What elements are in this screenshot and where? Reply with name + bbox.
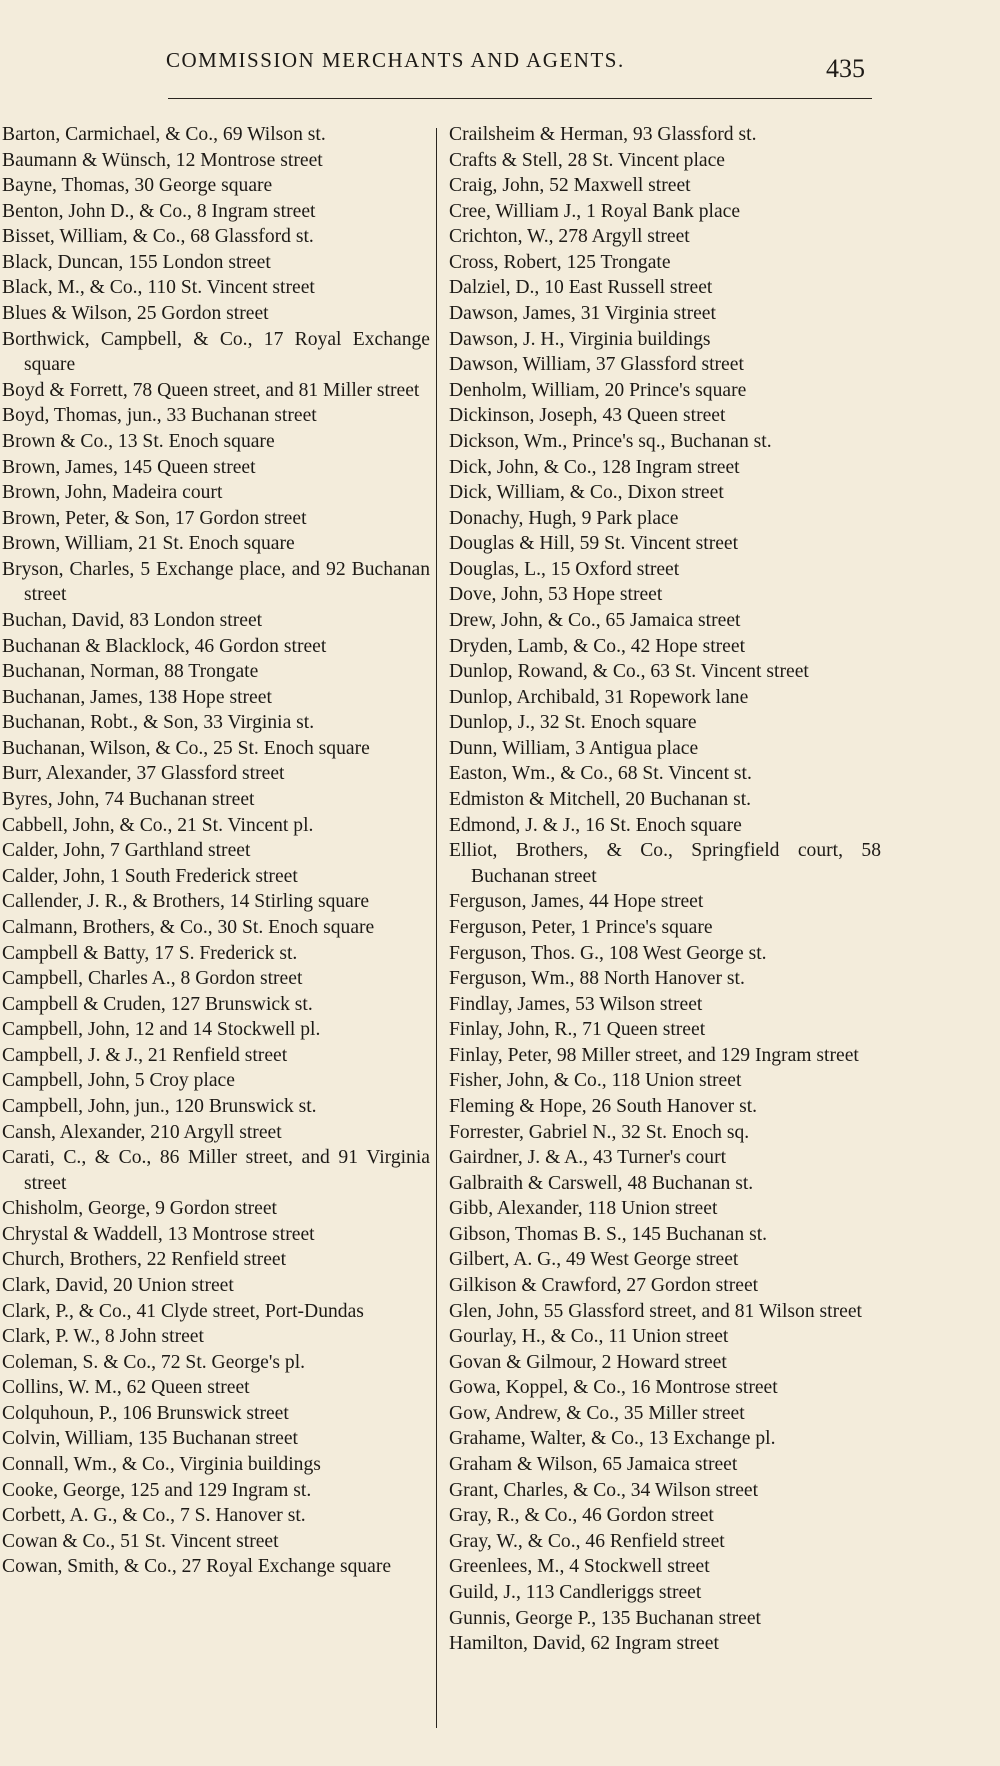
directory-entry: Cowan & Co., 51 St. Vincent street (2, 1530, 279, 1552)
directory-entry: Brown, James, 145 Queen street (2, 456, 256, 478)
directory-entry: Calmann, Brothers, & Co., 30 St. Enoch square (2, 916, 375, 938)
directory-entry: Crichton, W., 278 Argyll street (449, 226, 690, 248)
directory-entry: Gairdner, J. & A., 43 Turner's court (449, 1147, 727, 1169)
page-number: 435 (826, 54, 865, 83)
directory-entry: Black, Duncan, 155 London street (2, 251, 271, 273)
directory-entry: Crailsheim & Herman, 93 Glassford st. (449, 124, 757, 145)
directory-entry: Dunlop, Archibald, 31 Ropework lane (449, 686, 749, 708)
directory-entry: Dawson, William, 37 Glassford street (449, 354, 744, 376)
directory-entry: Dryden, Lamb, & Co., 42 Hope street (449, 635, 746, 657)
directory-entry: Fisher, John, & Co., 118 Union street (449, 1070, 742, 1092)
directory-entry: Crafts & Stell, 28 St. Vincent place (449, 149, 725, 171)
directory-entry: Dove, John, 53 Hope street (449, 584, 663, 606)
directory-entry: Campbell & Batty, 17 S. Frederick st. (2, 942, 298, 964)
directory-entry: Blues & Wilson, 25 Gordon street (2, 303, 269, 325)
directory-entry: Bryson, Charles, 5 Exchange place, and 92 Buchanan street (2, 558, 430, 606)
directory-entry: Cabbell, John, & Co., 21 St. Vincent pl. (2, 814, 314, 836)
directory-entry: Buchan, David, 83 London street (2, 609, 263, 631)
directory-entry: Cowan, Smith, & Co., 27 Royal Exchange square (2, 1556, 392, 1578)
directory-entry: Douglas, L., 15 Oxford street (449, 558, 680, 580)
directory-entry: Clark, P. W., 8 John street (2, 1326, 204, 1348)
directory-entry: Ferguson, Peter, 1 Prince's square (449, 916, 713, 938)
directory-entry: Calder, John, 1 South Frederick street (2, 865, 298, 887)
directory-entry: Easton, Wm., & Co., 68 St. Vincent st. (449, 763, 752, 785)
directory-entry: Drew, John, & Co., 65 Jamaica street (449, 609, 741, 631)
directory-entry: Buchanan & Blacklock, 46 Gordon street (2, 635, 327, 657)
page-header (0, 44, 1000, 84)
directory-entry: Burr, Alexander, 37 Glassford street (2, 763, 285, 785)
directory-entry: Dunlop, Rowand, & Co., 63 St. Vincent street (449, 661, 809, 683)
directory-entry: Elliot, Brothers, & Co., Springfield court, 58 Buchanan street (449, 840, 881, 887)
directory-entry: Edmiston & Mitchell, 20 Buchanan st. (449, 789, 752, 811)
directory-entry: Brown, John, Madeira court (2, 482, 223, 504)
directory-entry: Craig, John, 52 Maxwell street (449, 175, 691, 197)
directory-entry: Calder, John, 7 Garthland street (2, 840, 251, 862)
directory-entry: Buchanan, Wilson, & Co., 25 St. Enoch square (2, 737, 370, 759)
directory-entry: Carati, C., & Co., 86 Miller street, and 91 Virginia street (2, 1147, 430, 1194)
directory-entry: Donachy, Hugh, 9 Park place (449, 507, 679, 529)
directory-entry: Graham & Wilson, 65 Jamaica street (449, 1454, 738, 1476)
directory-entry: Callender, J. R., & Brothers, 14 Stirling square (2, 891, 370, 913)
directory-entry: Greenlees, M., 4 Stockwell street (449, 1556, 710, 1578)
directory-entry: Denholm, William, 20 Prince's square (449, 379, 747, 401)
directory-entry: Ferguson, James, 44 Hope street (449, 891, 704, 913)
directory-entry: Dick, William, & Co., Dixon street (449, 482, 724, 504)
directory-entry: Fleming & Hope, 26 South Hanover st. (449, 1095, 758, 1117)
directory-entry: Boyd, Thomas, jun., 33 Buchanan street (2, 405, 317, 427)
directory-entry: Baumann & Wünsch, 12 Montrose street (2, 149, 323, 171)
directory-entry: Campbell, Charles A., 8 Gordon street (2, 968, 303, 990)
directory-entry: Finlay, John, R., 71 Queen street (449, 1019, 706, 1041)
directory-entry: Cross, Robert, 125 Trongate (449, 251, 671, 273)
directory-entry: Coleman, S. & Co., 72 St. George's pl. (2, 1351, 306, 1373)
directory-entry: Borthwick, Campbell, & Co., 17 Royal Exchange square (2, 328, 430, 376)
directory-entry: Forrester, Gabriel N., 32 St. Enoch sq. (449, 1121, 750, 1143)
directory-entry: Grahame, Walter, & Co., 13 Exchange pl. (449, 1428, 776, 1450)
directory-entry: Campbell, John, jun., 120 Brunswick st. (2, 1095, 317, 1117)
directory-entry: Gowa, Koppel, & Co., 16 Montrose street (449, 1377, 778, 1399)
directory-entry: Finlay, Peter, 98 Miller street, and 129 Ingram street (449, 1044, 859, 1066)
directory-entry: Campbell, J. & J., 21 Renfield street (2, 1044, 288, 1066)
directory-entry: Campbell, John, 12 and 14 Stockwell pl. (2, 1019, 321, 1041)
directory-entry: Cree, William J., 1 Royal Bank place (449, 200, 741, 222)
directory-entry: Dunlop, J., 32 St. Enoch square (449, 712, 697, 734)
directory-entry: Dawson, J. H., Virginia buildings (449, 328, 711, 350)
directory-entry: Buchanan, Robt., & Son, 33 Virginia st. (2, 712, 315, 734)
directory-entry: Black, M., & Co., 110 St. Vincent street (2, 277, 315, 299)
directory-entry: Chisholm, George, 9 Gordon street (2, 1198, 278, 1220)
directory-entry: Edmond, J. & J., 16 St. Enoch square (449, 814, 742, 836)
directory-entry: Findlay, James, 53 Wilson street (449, 993, 703, 1015)
directory-entry: Gilbert, A. G., 49 West George street (449, 1249, 739, 1271)
directory-entry: Gunnis, George P., 135 Buchanan street (449, 1607, 761, 1629)
directory-entry: Dickinson, Joseph, 43 Queen street (449, 405, 726, 427)
directory-entry: Hamilton, David, 62 Ingram street (449, 1633, 719, 1655)
directory-entry: Colvin, William, 135 Buchanan street (2, 1428, 298, 1450)
directory-entry: Gilkison & Crawford, 27 Gordon street (449, 1275, 759, 1297)
directory-entry: Chrystal & Waddell, 13 Montrose street (2, 1223, 315, 1245)
directory-entry: Gray, W., & Co., 46 Renfield street (449, 1530, 725, 1552)
directory-entry: Brown, Peter, & Son, 17 Gordon street (2, 507, 307, 529)
directory-entry: Brown & Co., 13 St. Enoch square (2, 430, 275, 452)
directory-entry: Buchanan, James, 138 Hope street (2, 686, 272, 708)
directory-entry: Campbell, John, 5 Croy place (2, 1070, 235, 1092)
directory-entry: Church, Brothers, 22 Renfield street (2, 1249, 287, 1271)
directory-entry: Cansh, Alexander, 210 Argyll street (2, 1121, 282, 1143)
directory-entry: Clark, P., & Co., 41 Clyde street, Port-Dundas (2, 1300, 364, 1322)
directory-entry: Byres, John, 74 Buchanan street (2, 789, 255, 811)
directory-entry: Benton, John D., & Co., 8 Ingram street (2, 200, 316, 222)
directory-entry: Dawson, James, 31 Virginia street (449, 303, 716, 325)
directory-entry: Barton, Carmichael, & Co., 69 Wilson st. (2, 124, 326, 145)
directory-entry: Dick, John, & Co., 128 Ingram street (449, 456, 740, 478)
directory-entry: Clark, David, 20 Union street (2, 1275, 234, 1297)
directory-entry: Govan & Gilmour, 2 Howard street (449, 1351, 727, 1373)
directory-entry: Cooke, George, 125 and 129 Ingram st. (2, 1479, 312, 1501)
right-column (449, 122, 881, 1657)
directory-entry: Ferguson, Wm., 88 North Hanover st. (449, 968, 745, 990)
directory-entry: Glen, John, 55 Glassford street, and 81 Wilson street (449, 1300, 862, 1322)
column-divider (436, 128, 437, 1728)
directory-entry: Gow, Andrew, & Co., 35 Miller street (449, 1402, 745, 1424)
directory-entry: Campbell & Cruden, 127 Brunswick st. (2, 993, 313, 1015)
left-column (2, 122, 430, 1580)
page-title: COMMISSION MERCHANTS AND AGENTS. (166, 48, 625, 72)
directory-entry: Gray, R., & Co., 46 Gordon street (449, 1505, 714, 1527)
directory-entry: Buchanan, Norman, 88 Trongate (2, 661, 259, 683)
directory-entry: Douglas & Hill, 59 St. Vincent street (449, 533, 739, 555)
directory-entry: Gibb, Alexander, 118 Union street (449, 1198, 718, 1220)
header-rule (168, 98, 872, 99)
directory-entry: Galbraith & Carswell, 48 Buchanan st. (449, 1172, 754, 1194)
directory-entry: Dalziel, D., 10 East Russell street (449, 277, 713, 299)
directory-entry: Corbett, A. G., & Co., 7 S. Hanover st. (2, 1505, 306, 1527)
directory-entry: Collins, W. M., 62 Queen street (2, 1377, 250, 1399)
directory-entry: Guild, J., 113 Candleriggs street (449, 1581, 702, 1603)
directory-entry: Bisset, William, & Co., 68 Glassford st. (2, 226, 314, 248)
directory-entry: Dunn, William, 3 Antigua place (449, 737, 699, 759)
directory-entry: Gibson, Thomas B. S., 145 Buchanan st. (449, 1223, 768, 1245)
directory-entry: Colquhoun, P., 106 Brunswick street (2, 1402, 289, 1424)
directory-entry: Gourlay, H., & Co., 11 Union street (449, 1326, 729, 1348)
directory-entry: Bayne, Thomas, 30 George square (2, 175, 273, 197)
directory-entry: Boyd & Forrett, 78 Queen street, and 81 Miller street (2, 379, 420, 401)
directory-entry: Dickson, Wm., Prince's sq., Buchanan st. (449, 430, 772, 452)
directory-entry: Connall, Wm., & Co., Virginia buildings (2, 1454, 321, 1476)
directory-entry: Ferguson, Thos. G., 108 West George st. (449, 942, 767, 964)
directory-entry: Grant, Charles, & Co., 34 Wilson street (449, 1479, 759, 1501)
directory-entry: Brown, William, 21 St. Enoch square (2, 533, 295, 555)
